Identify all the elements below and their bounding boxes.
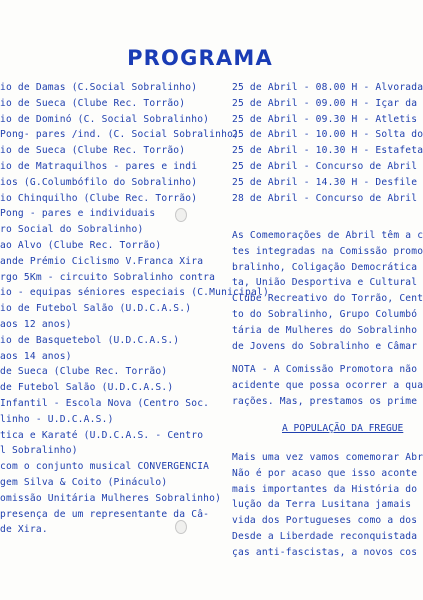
program-line: Pong - pares e individuais [0, 208, 156, 220]
program-line: omissão Unitária Mulheres Sobralinho) [0, 492, 222, 504]
program-line: ande Prémio Ciclismo V.Franca Xira [0, 255, 204, 267]
program-line: tica e Karaté (U.D.C.A.S. - Centro [0, 429, 204, 441]
schedule-line: 28 de Abril - Concurso de Abril [232, 192, 418, 204]
paragraph-line: Clube Recreativo do Torrão, Cent [232, 293, 423, 305]
schedule-line: 25 de Abril - Concurso de Abril [232, 160, 418, 172]
program-line: gem Silva & Coito (Pináculo) [0, 476, 168, 488]
program-line: ios (G.Columbófilo do Sobralinho) [0, 176, 198, 188]
program-line: l Sobralinho) [0, 445, 78, 457]
program-line: io de Damas (C.Social Sobralinho) [0, 82, 198, 93]
program-line: io de Matraquilhos - pares e indi [0, 160, 198, 172]
program-line: Infantil - Escola Nova (Centro Soc. [0, 397, 210, 409]
program-line: io de Sueca (Clube Rec. Torrão) [0, 145, 186, 157]
program-line: aos 14 anos) [0, 350, 72, 362]
paragraph-line: bralinho, Coligação Democrática [232, 261, 418, 273]
program-line: io de Futebol Salão (U.D.C.A.S.) [0, 303, 192, 315]
paragraph-line: Mais uma vez vamos comemorar Abr [232, 452, 423, 463]
page-title: PROGRAMA [127, 46, 273, 70]
schedule-line: 25 de Abril - 09.30 H - Atletis [232, 113, 418, 125]
schedule-line: 25 de Abril - 14.30 H - Desfile [232, 176, 418, 188]
section-heading: A POPULAÇÃO DA FREGUE [282, 423, 404, 434]
program-line: linho - U.D.C.A.S.) [0, 413, 114, 425]
program-line: io - equipas séniores especiais (C.Municipal) [0, 287, 269, 299]
nota-paragraph [232, 362, 423, 409]
program-list-left [0, 80, 269, 538]
punch-hole [175, 520, 187, 534]
paragraph-line: ças anti-fascistas, a novos cos [232, 546, 418, 558]
schedule-line: 25 de Abril - 10.00 H - Solta do [232, 129, 423, 141]
paragraph-line: NOTA - A Comissão Promotora não [232, 364, 418, 375]
paragraph-line: tes integradas na Comissão promo [232, 245, 423, 257]
paragraph-line: ta, União Desportiva e Cultural [232, 277, 418, 289]
program-line: de Xira. [0, 524, 48, 536]
program-line: de Sueca (Clube Rec. Torrão) [0, 366, 168, 378]
program-line: io de Dominó (C. Social Sobralinho) [0, 113, 210, 125]
paragraph-line: As Comemorações de Abril têm a c [232, 230, 423, 241]
schedule-line: 25 de Abril - 08.00 H - Alvorada [232, 82, 423, 93]
program-line: io de Sueca (Clube Rec. Torrão) [0, 97, 186, 109]
paragraph-line: tária de Mulheres do Sobralinho [232, 324, 418, 336]
program-line: io Chinquilho (Clube Rec. Torrão) [0, 192, 198, 204]
program-line: com o conjunto musical CONVERGENCIA [0, 461, 210, 473]
paragraph-line: de Jovens do Sobralinho e Câmar [232, 340, 418, 352]
paragraph-line: acidente que possa ocorrer a qua [232, 379, 423, 391]
schedule-list [232, 80, 423, 206]
program-line: presença de um representante da Câ- [0, 508, 210, 520]
program-line: ro Social do Sobralinho) [0, 224, 144, 236]
program-line: ao Alvo (Clube Rec. Torrão) [0, 239, 162, 251]
punch-hole [175, 208, 187, 222]
commemoration-paragraph [232, 228, 423, 354]
schedule-line: 25 de Abril - 09.00 H - Içar da [232, 97, 418, 109]
paragraph-line: mais importantes da História do [232, 483, 418, 495]
paragraph-line: rações. Mas, prestamos os prime [232, 395, 418, 407]
program-line: rgo 5Km - circuito Sobralinho contra [0, 271, 216, 283]
paragraph-line: to do Sobralinho, Grupo Columbó [232, 308, 418, 320]
paragraph-line: lução da Terra Lusitana jamais [232, 499, 412, 511]
schedule-line: 25 de Abril - 10.30 H - Estafeta [232, 145, 423, 157]
paragraph-line: Desde a Liberdade reconquistada [232, 530, 418, 542]
populacao-paragraph [232, 450, 423, 561]
program-line: aos 12 anos) [0, 318, 72, 330]
program-line: de Futebol Salão (U.D.C.A.S.) [0, 382, 174, 394]
program-line: io de Basquetebol (U.D.C.A.S.) [0, 334, 180, 346]
paragraph-line: Não é por acaso que isso aconte [232, 467, 418, 479]
paragraph-line: vida dos Portugueses como a dos [232, 515, 418, 527]
program-line: Pong- pares /ind. (C. Social Sobralinho) [0, 129, 240, 141]
